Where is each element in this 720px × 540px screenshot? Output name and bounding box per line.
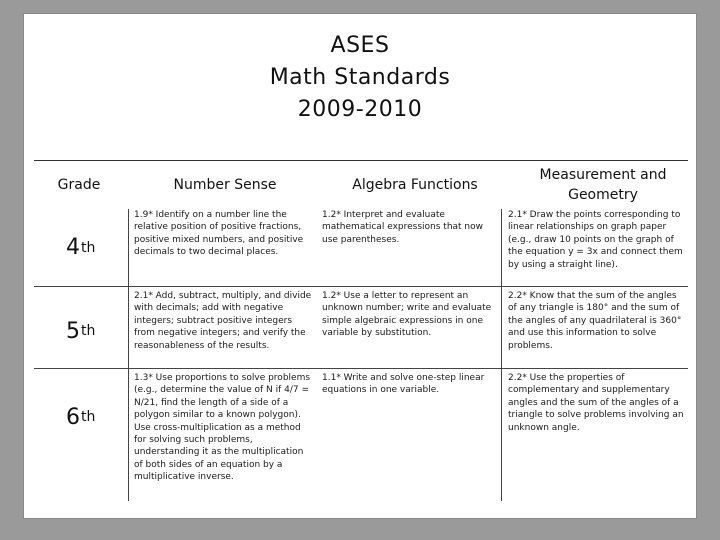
title-line-2: Math Standards <box>269 65 451 90</box>
cell-number-sense: 1.9* Identify on a number line the relative position of positive fractions, positive mixed numbers, and positive decimals to two decimal places. <box>134 210 304 258</box>
cell-algebra: 1.2* Use a letter to represent an unknown number; write and evaluate simple algebraic expressions in one variable by substitution. <box>322 291 492 339</box>
cell-measurement: 2.2* Know that the sum of the angles of any triangle is 180° and the sum of the angles of any quadrilateral is 360° and use this information to solve problems. <box>508 291 682 351</box>
cell-algebra: 1.1* Write and solve one-step linear equations in one variable. <box>322 373 485 396</box>
cell-number-sense: 2.1* Add, subtract, multiply, and divide with decimals; add with negative integers; subtract positive integers from negative integers; and verify the reasonableness of the results. <box>134 291 312 351</box>
cell-measurement: 2.1* Draw the points corresponding to linear relationships on graph paper (e.g., draw 10 points on the graph of the equation y = 3x and connect them by using a straight line). <box>508 210 683 270</box>
grade-suffix: th <box>81 409 96 425</box>
header-grade: Grade <box>57 177 101 193</box>
divider-vertical <box>501 209 502 501</box>
grade-number: 4 <box>66 235 80 260</box>
grade-label <box>34 209 124 286</box>
cell-number-sense: 1.3* Use proportions to solve problems (e.g., determine the value of N if 4/7 = N/21, find the length of a side of a polygon similar to a known polygon). Use cross-multiplication as a method for solving such problems, understanding it as the multiplication of both sides of an equation by a multiplicative inverse. <box>134 373 311 483</box>
standards-table <box>34 160 688 503</box>
page-title <box>24 30 696 126</box>
cell-algebra: 1.2* Interpret and evaluate mathematical expressions that now use parentheses. <box>322 210 483 245</box>
divider-horizontal <box>34 368 688 369</box>
header-algebra-functions: Algebra Functions <box>352 177 478 193</box>
grade-suffix: th <box>81 239 96 256</box>
grade-number: 5 <box>66 318 80 344</box>
header-measurement-geometry: Measurement and Geometry <box>539 167 667 203</box>
grade-number: 6 <box>66 404 80 430</box>
slide <box>24 14 696 518</box>
title-line-3: 2009-2010 <box>297 97 423 122</box>
divider-vertical <box>128 209 129 501</box>
header-number-sense: Number Sense <box>173 177 277 193</box>
title-line-1: ASES <box>330 33 390 58</box>
cell-measurement: 2.2* Use the properties of complementary and supplementary angles and the sum of the angles of a triangle to solve problems involving an unknown angle. <box>508 373 684 433</box>
grade-suffix: th <box>81 323 96 339</box>
divider-horizontal <box>34 286 688 287</box>
grade-label <box>34 291 124 371</box>
grade-label <box>34 387 124 447</box>
